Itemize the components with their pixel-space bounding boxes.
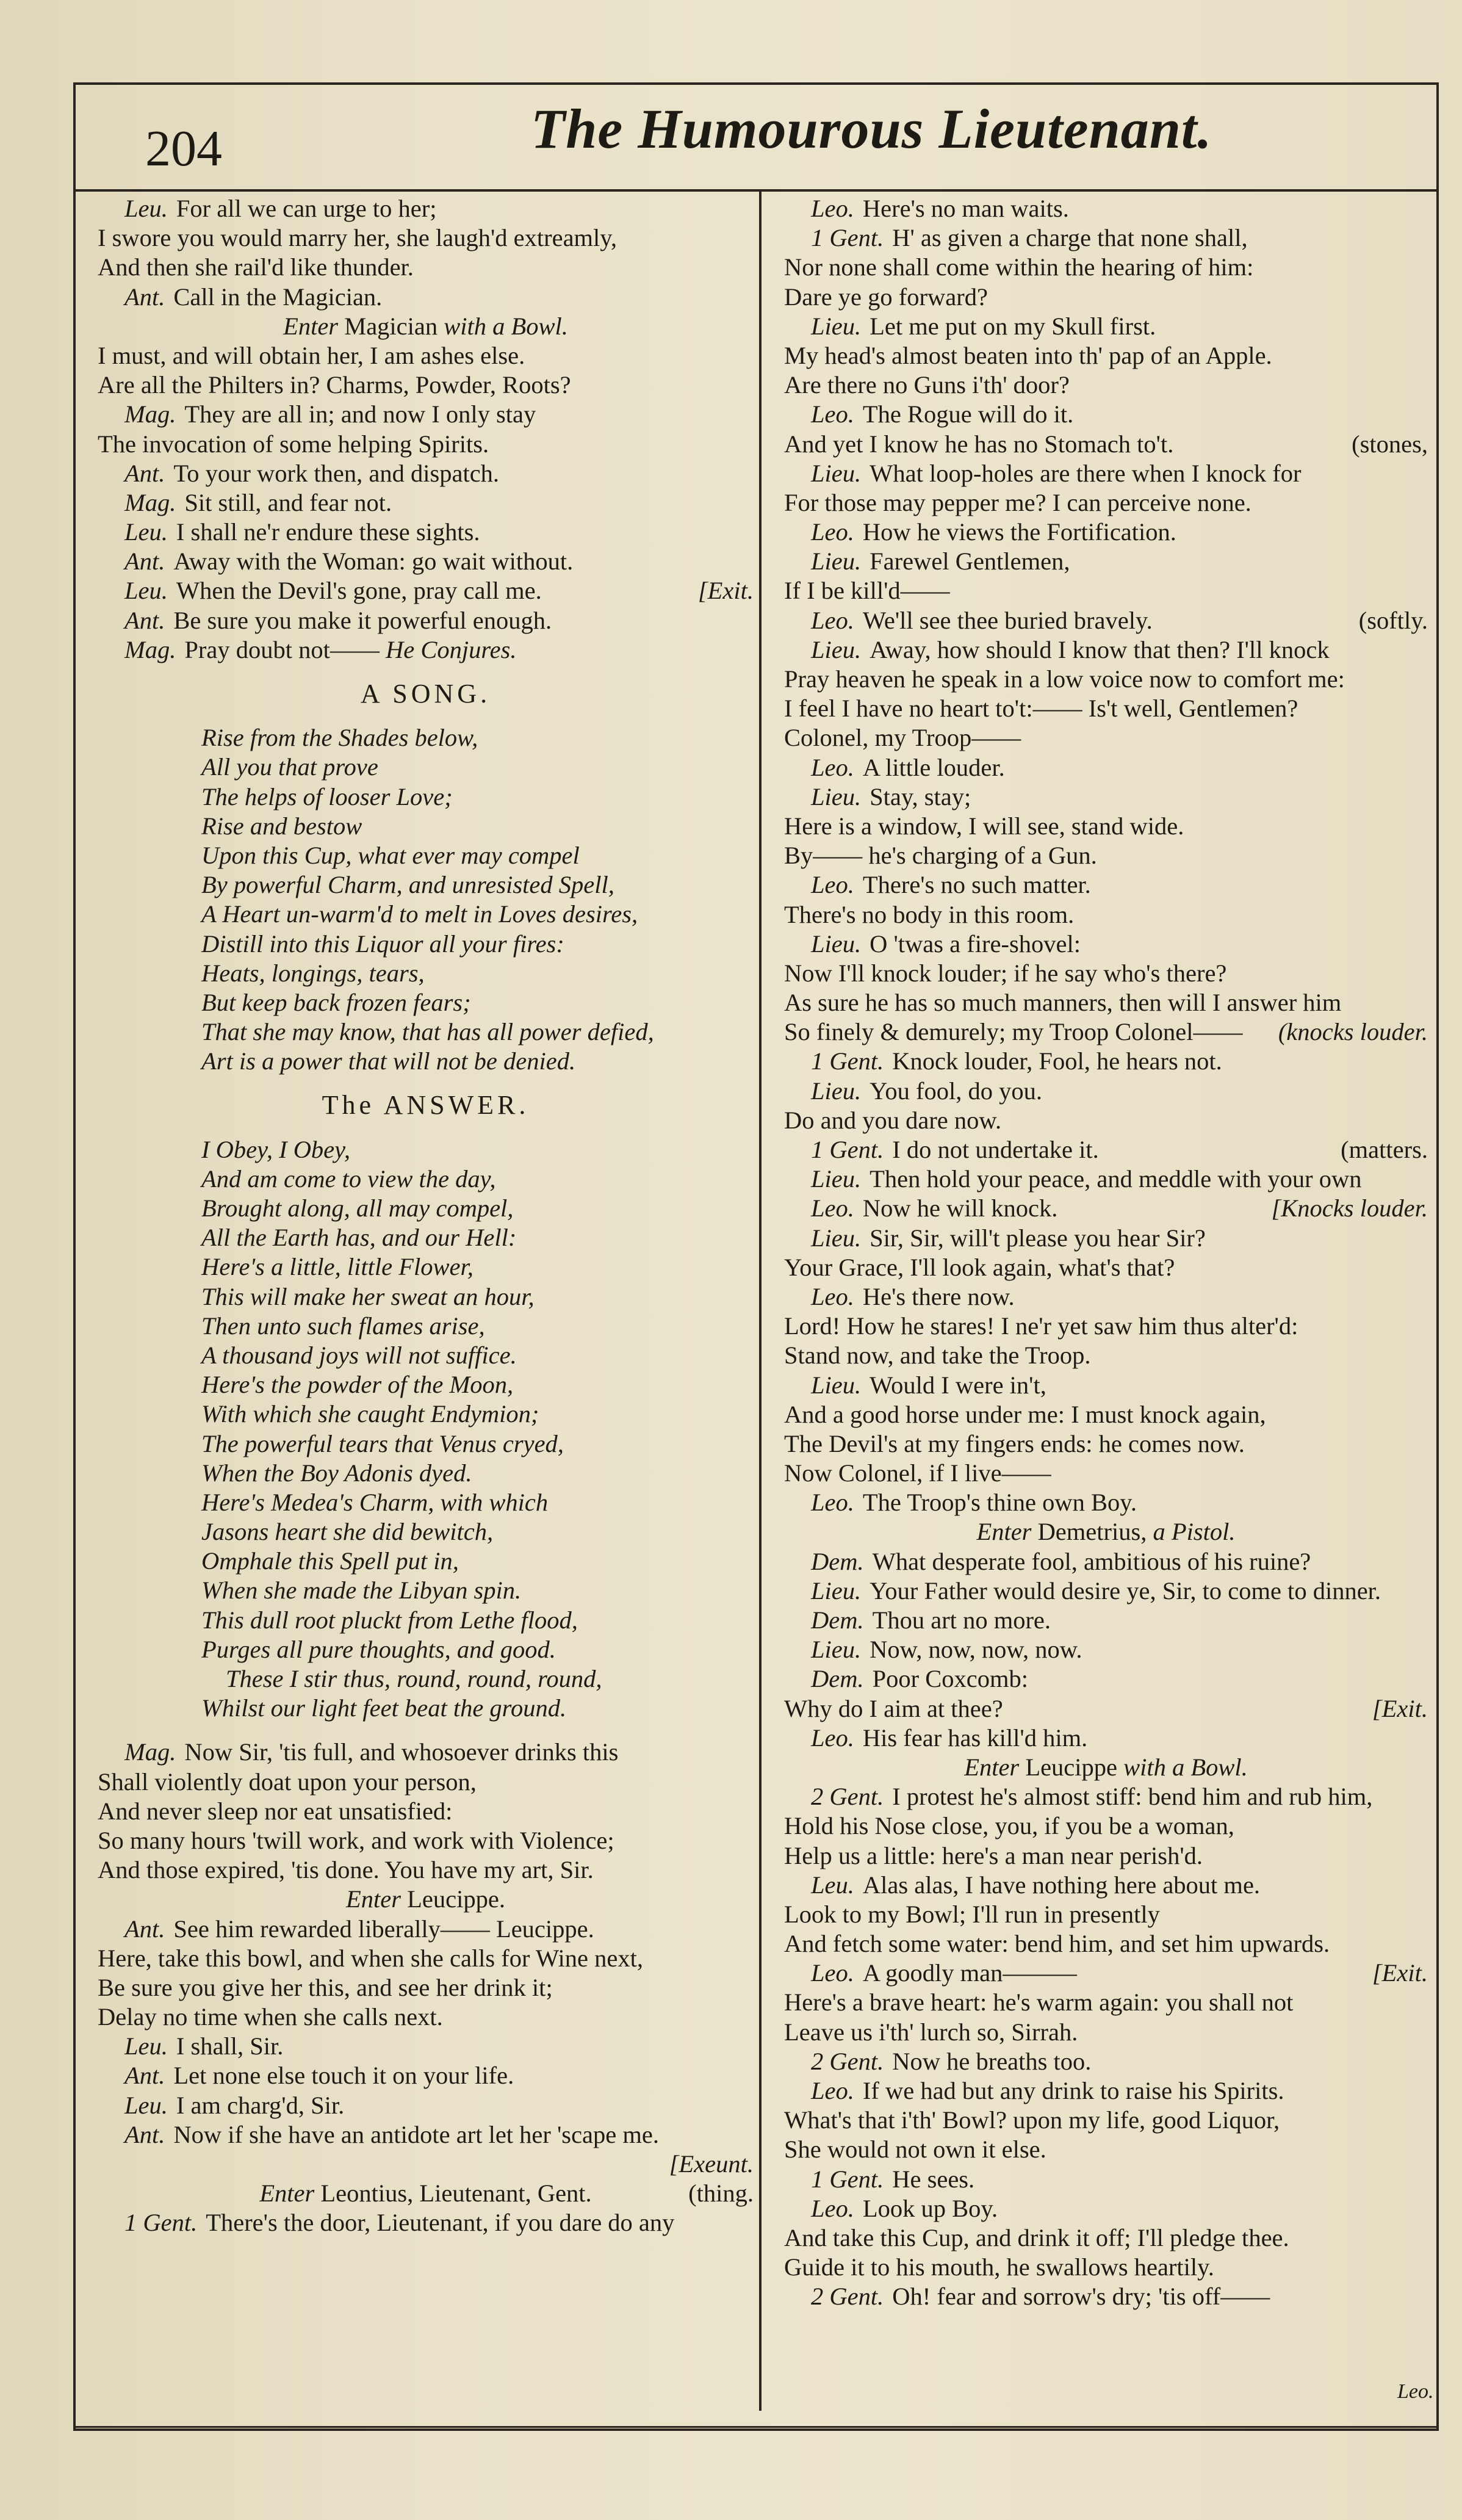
footer-rule: [73, 2426, 1436, 2428]
line-text: a Pistol.: [1153, 1518, 1236, 1546]
line-text: Farewel Gentlemen,: [870, 547, 1070, 576]
text-line: [784, 1606, 1428, 1635]
line-text: Why do I aim at thee?: [784, 1694, 1003, 1722]
line-text: Demetrius,: [1037, 1518, 1147, 1546]
line-text: (knocks louder.: [1278, 1018, 1428, 1046]
text-line: [784, 2165, 1428, 2194]
text-line: And then she rail'd like thunder.: [98, 253, 414, 281]
speaker-name: Leo.: [811, 1282, 854, 1310]
text-line: [784, 1077, 1428, 1106]
text-line: [784, 312, 1428, 341]
stage-direction: [98, 312, 754, 341]
verse-line: All you that prove: [201, 753, 378, 781]
text-line: Colonel, my Troop——: [784, 724, 1021, 752]
speaker-name: Leu.: [811, 1871, 854, 1899]
text-line: [98, 2032, 754, 2061]
line-text: Enter: [964, 1753, 1020, 1781]
text-line: [98, 2150, 754, 2179]
text-line: Leave us i'th' lurch so, Sirrah.: [784, 2018, 1078, 2046]
speaker-name: Dem.: [811, 1665, 864, 1693]
speaker-name: Lieu.: [811, 1636, 862, 1664]
line-text: Enter: [283, 312, 339, 340]
line-text: He sees.: [892, 2165, 975, 2193]
text-line: [784, 1282, 1428, 1312]
text-line: My head's almost beaten into th' pap of an Apple.: [784, 341, 1272, 369]
text-line: [98, 518, 754, 547]
text-line: [784, 2282, 1428, 2311]
verse-line: Rise from the Shades below,: [201, 724, 478, 752]
text-line: I feel I have no heart to't:—— Is't well, Gentlemen?: [784, 695, 1298, 723]
text-line: [784, 2194, 1428, 2223]
verse-line: That she may know, that has all power defied,: [201, 1018, 654, 1046]
line-text: Stay, stay;: [870, 782, 971, 811]
line-text: with a Bowl.: [444, 312, 568, 340]
text-line: [784, 870, 1428, 900]
line-text: I do not undertake it.: [892, 1136, 1099, 1163]
line-text: What loop-holes are there when I knock for: [870, 459, 1302, 487]
verse-line: I Obey, I Obey,: [201, 1135, 351, 1163]
line-text: Here's no man waits.: [862, 195, 1069, 222]
line-text: Look up Boy.: [862, 2194, 998, 2222]
speaker-name: Ant.: [124, 283, 165, 311]
line-text: Sit still, and fear not.: [184, 488, 392, 516]
text-line: Here is a window, I will see, stand wide.: [784, 812, 1184, 840]
line-text: He's there now.: [862, 1282, 1015, 1310]
speaker-name: Lieu.: [811, 459, 862, 487]
line-text: Magician: [344, 312, 438, 340]
line-text: The Rogue will do it.: [862, 400, 1074, 428]
line-text: So finely & demurely; my Troop Colonel——: [784, 1018, 1243, 1046]
text-line: [784, 1164, 1428, 1194]
exit-direction: [Exeunt.: [669, 2150, 754, 2178]
line-text: A little louder.: [862, 753, 1005, 781]
text-line: Your Grace, I'll look again, what's that?: [784, 1253, 1175, 1281]
speaker-name: Leo.: [811, 753, 854, 781]
verse-line: The helps of looser Love;: [201, 782, 453, 811]
text-line: [784, 1135, 1428, 1164]
verse-line: Omphale this Spell put in,: [201, 1547, 459, 1575]
text-line: The invocation of some helping Spirits.: [98, 430, 489, 458]
speaker-name: Lieu.: [811, 312, 862, 340]
line-text: I am charg'd, Sir.: [176, 2091, 345, 2119]
line-text: Oh! fear and sorrow's dry; 'tis off——: [892, 2283, 1270, 2311]
text-line: Pray heaven he speak in a low voice now to comfort me:: [784, 665, 1345, 693]
speaker-name: Leo.: [811, 1724, 854, 1752]
line-text: (softly.: [1358, 606, 1428, 634]
speaker-name: 1 Gent.: [811, 1047, 884, 1075]
text-line: [784, 782, 1428, 812]
text-line: Dare ye go forward?: [784, 283, 988, 311]
line-text: If we had but any drink to raise his Spirits.: [862, 2077, 1284, 2104]
text-line: There's no body in this room.: [784, 900, 1075, 928]
text-line: [784, 1782, 1428, 1811]
text-line: And fetch some water: bend him, and set him upwards.: [784, 1930, 1330, 1958]
text-line: Here, take this bowl, and when she calls for Wine next,: [98, 1944, 643, 1972]
line-text: (stones,: [1352, 430, 1428, 458]
speaker-name: Leu.: [124, 195, 168, 222]
verse-line: A Heart un-warm'd to melt in Loves desires,: [201, 900, 638, 928]
text-line: [98, 2061, 754, 2090]
verse-line: Purges all pure thoughts, and good.: [201, 1635, 556, 1663]
line-text: Your Father would desire ye, Sir, to come to dinner.: [870, 1576, 1381, 1605]
speaker-name: Lieu.: [811, 1576, 862, 1605]
text-line: For those may pepper me? I can perceive none.: [784, 488, 1251, 516]
text-line: I swore you would marry her, she laugh'd extreamly,: [98, 224, 618, 252]
text-line: Guide it to his mouth, he swallows heartily.: [784, 2253, 1214, 2281]
text-line: [784, 518, 1428, 547]
speaker-name: Lieu.: [811, 547, 862, 576]
text-line: [784, 1488, 1428, 1517]
speaker-name: Leo.: [811, 871, 854, 899]
speaker-name: 2 Gent.: [811, 2283, 884, 2311]
verse-line: Whilst our light feet beat the ground.: [201, 1694, 567, 1722]
text-line: And never sleep nor eat unsatisfied:: [98, 1797, 453, 1825]
verse-line: Then unto such flames arise,: [201, 1312, 485, 1340]
speaker-name: Leo.: [811, 1489, 854, 1517]
speaker-name: Dem.: [811, 1547, 864, 1575]
text-line: And take this Cup, and drink it off; I'll pledge thee.: [784, 2223, 1289, 2251]
verse-line: Here's a little, little Flower,: [201, 1253, 474, 1281]
catchword: Leo.: [1397, 2380, 1434, 2403]
text-line: [784, 1224, 1428, 1253]
text-line: [784, 1724, 1428, 1753]
speaker-name: Leo.: [811, 518, 854, 546]
running-title: The Humourous Lieutenant.: [531, 98, 1212, 160]
verse-line: A thousand joys will not suffice.: [201, 1341, 517, 1369]
speaker-name: Lieu.: [811, 1224, 862, 1252]
speaker-name: 1 Gent.: [124, 2209, 198, 2237]
speaker-name: Lieu.: [811, 1077, 862, 1105]
line-text: Leontius, Lieutenant, Gent.: [320, 2179, 592, 2208]
line-text: I protest he's almost stiff: bend him and rub him,: [892, 1783, 1373, 1811]
verse-line: Here's the powder of the Moon,: [201, 1371, 514, 1399]
speaker-name: Ant.: [124, 547, 165, 576]
text-line: She would not own it else.: [784, 2136, 1046, 2164]
text-line: [784, 430, 1428, 459]
line-text: I shall, Sir.: [176, 2032, 284, 2060]
speaker-name: Mag.: [124, 1738, 176, 1766]
verse-line: Brought along, all may compel,: [201, 1194, 514, 1222]
right-column: [784, 194, 1428, 2312]
verse-line: Jasons heart she did bewitch,: [201, 1518, 494, 1546]
speaker-name: Leo.: [811, 1959, 854, 1987]
text-line: So many hours 'twill work, and work with Violence;: [98, 1826, 614, 1854]
verse-line: These I stir thus, round, round, round,: [226, 1665, 602, 1692]
line-text: Would I were in't,: [870, 1371, 1046, 1399]
text-line: [784, 459, 1428, 488]
line-text: How he views the Fortification.: [862, 518, 1176, 546]
speaker-name: Leo.: [811, 606, 854, 634]
line-text: Now, now, now, now.: [870, 1636, 1082, 1664]
line-text: His fear has kill'd him.: [862, 1724, 1088, 1752]
verse-line: All the Earth has, and our Hell:: [201, 1224, 517, 1252]
line-text: And yet I know he has no Stomach to't.: [784, 430, 1174, 458]
line-text: See him rewarded liberally—— Leucippe.: [173, 1915, 594, 1943]
line-text: I shall ne'r endure these sights.: [176, 518, 480, 546]
line-text: (matters.: [1341, 1136, 1428, 1163]
text-line: Delay no time when she calls next.: [98, 2003, 443, 2031]
text-line: [784, 1576, 1428, 1606]
line-text: Pray doubt not——: [184, 635, 380, 663]
text-line: [98, 283, 754, 312]
verse-line: The powerful tears that Venus cryed,: [201, 1429, 564, 1457]
text-line: [784, 2047, 1428, 2076]
spacer: [98, 1121, 754, 1135]
text-line: Nor none shall come within the hearing of him:: [784, 253, 1254, 281]
speaker-name: Ant.: [124, 1915, 165, 1943]
speaker-name: Mag.: [124, 400, 176, 428]
line-text: Enter: [976, 1518, 1032, 1546]
exit-direction: [Exit.: [697, 577, 754, 605]
verse-line: Art is a power that will not be denied.: [201, 1047, 576, 1075]
text-line: [98, 606, 754, 635]
line-text: Thou art no more.: [872, 1606, 1051, 1634]
verse-line: This will make her sweat an hour,: [201, 1282, 535, 1310]
text-line: [98, 400, 754, 429]
text-line: And a good horse under me: I must knock again,: [784, 1400, 1266, 1428]
line-text: You fool, do you.: [870, 1077, 1042, 1105]
line-text: For all we can urge to her;: [176, 195, 437, 222]
text-line: And those expired, 'tis done. You have my art, Sir.: [98, 1856, 594, 1884]
song-heading: A SONG.: [360, 679, 491, 709]
verse-line: When she made the Libyan spin.: [201, 1576, 522, 1605]
line-text: Away, how should I know that then? I'll knock: [870, 635, 1330, 663]
line-text: Alas alas, I have nothing here about me.: [862, 1871, 1261, 1899]
verse-line: By powerful Charm, and unresisted Spell,: [201, 871, 614, 899]
spacer: [98, 709, 754, 723]
text-line: [784, 1194, 1428, 1223]
text-line: [784, 223, 1428, 253]
speaker-name: Leu.: [124, 577, 168, 605]
text-line: [98, 1915, 754, 1944]
speaker-name: Lieu.: [811, 635, 862, 663]
text-line: As sure he has so much manners, then will I answer him: [784, 989, 1342, 1017]
text-line: [784, 1547, 1428, 1576]
verse-line: And am come to view the day,: [201, 1164, 496, 1193]
speaker-name: Ant.: [124, 2120, 165, 2148]
text-line: [784, 606, 1428, 635]
text-line: [98, 547, 754, 576]
line-text: [Exit.: [1372, 1959, 1428, 1987]
text-line: Now I'll knock louder; if he say who's there?: [784, 959, 1227, 987]
line-text: Enter: [346, 1885, 402, 1913]
text-line: [98, 2120, 754, 2150]
text-line: What's that i'th' Bowl? upon my life, good Liquor,: [784, 2106, 1280, 2134]
text-line: [98, 459, 754, 488]
verse-line: But keep back frozen fears;: [201, 988, 471, 1016]
text-line: [784, 1959, 1428, 1988]
line-text: Now Sir, 'tis full, and whosoever drinks this: [184, 1738, 619, 1766]
text-line: The Devil's at my fingers ends: he comes now.: [784, 1429, 1245, 1457]
text-line: Shall violently doat upon your person,: [98, 1767, 477, 1796]
text-line: [98, 2091, 754, 2120]
text-line: Do and you dare now.: [784, 1106, 1002, 1134]
text-line: Be sure you give her this, and see her drink it;: [98, 1973, 553, 2001]
line-text: He Conjures.: [386, 635, 517, 663]
speaker-name: Dem.: [811, 1606, 864, 1634]
line-text: A goodly man———: [862, 1959, 1077, 1987]
line-text: Poor Coxcomb:: [872, 1665, 1028, 1693]
line-text: Call in the Magician.: [173, 283, 383, 311]
line-text: We'll see thee buried bravely.: [862, 606, 1153, 634]
line-text: There's no such matter.: [862, 871, 1091, 899]
text-line: [784, 194, 1428, 223]
line-text: Knock louder, Fool, he hears not.: [892, 1047, 1222, 1075]
speaker-name: Ant.: [124, 606, 165, 634]
line-text: Leucippe.: [407, 1885, 505, 1913]
text-line: Here's a brave heart: he's warm again: you shall not: [784, 1988, 1294, 2016]
line-text: (thing.: [688, 2179, 754, 2208]
spacer: [98, 1076, 754, 1091]
verse-line: Upon this Cup, what ever may compel: [201, 841, 580, 869]
speaker-name: 1 Gent.: [811, 2165, 884, 2193]
text-line: [784, 635, 1428, 665]
text-line: [784, 1694, 1428, 1724]
speaker-name: Leo.: [811, 2077, 854, 2104]
speaker-name: Ant.: [124, 2062, 165, 2090]
speaker-name: Leo.: [811, 2194, 854, 2222]
text-line: [784, 1047, 1428, 1076]
line-text: O 'twas a fire-shovel:: [870, 930, 1081, 958]
speaker-name: Lieu.: [811, 1165, 862, 1193]
text-line: Look to my Bowl; I'll run in presently: [784, 1900, 1160, 1928]
line-text: Be sure you make it powerful enough.: [173, 606, 552, 634]
text-line: Help us a little: here's a man near perish'd.: [784, 1841, 1203, 1869]
header-rule: [73, 189, 1436, 192]
line-text: The Troop's thine own Boy.: [862, 1489, 1137, 1517]
text-line: [784, 1635, 1428, 1664]
text-line: [98, 2208, 754, 2237]
page-number: 204: [145, 120, 222, 177]
line-text: [Exit.: [1372, 1694, 1428, 1722]
verse-line: This dull root pluckt from Lethe flood,: [201, 1606, 578, 1634]
line-text: To your work then, and dispatch.: [173, 459, 500, 487]
line-text: Let me put on my Skull first.: [870, 312, 1156, 340]
speaker-name: Leu.: [124, 518, 168, 546]
line-text: [Knocks louder.: [1271, 1194, 1428, 1222]
stage-direction: [98, 1885, 754, 1914]
text-line: Lord! How he stares! I ne'r yet saw him thus alter'd:: [784, 1312, 1298, 1340]
text-line: Are there no Guns i'th' door?: [784, 371, 1070, 399]
speaker-name: Leo.: [811, 195, 854, 222]
speaker-name: 2 Gent.: [811, 1783, 884, 1811]
text-line: [784, 400, 1428, 429]
line-text: Then hold your peace, and meddle with your own: [870, 1165, 1362, 1193]
speaker-name: Ant.: [124, 459, 165, 487]
stage-direction: [784, 1753, 1428, 1782]
line-text: There's the door, Lieutenant, if you dare do any: [206, 2209, 675, 2237]
speaker-name: Leo.: [811, 400, 854, 428]
speaker-name: 1 Gent.: [811, 1136, 884, 1163]
line-text: H' as given a charge that none shall,: [892, 224, 1248, 252]
answer-heading: The ANSWER.: [322, 1090, 530, 1121]
line-text: What desperate fool, ambitious of his ruine?: [872, 1547, 1311, 1575]
speaker-name: 2 Gent.: [811, 2047, 884, 2075]
column-divider: [759, 189, 762, 2411]
line-text: Now he will knock.: [862, 1194, 1058, 1222]
line-text: Sir, Sir, will't please you hear Sir?: [870, 1224, 1206, 1252]
text-line: [98, 194, 754, 223]
speaker-name: Mag.: [124, 635, 176, 663]
line-text: Enter: [259, 2179, 315, 2208]
speaker-name: Leu.: [124, 2032, 168, 2060]
text-line: [784, 753, 1428, 782]
speaker-name: Leo.: [811, 1194, 854, 1222]
line-text: Now he breaths too.: [892, 2047, 1092, 2075]
stage-direction: [98, 2179, 754, 2208]
verse-line: Distill into this Liquor all your fires:: [201, 930, 564, 958]
verse-line: Here's Medea's Charm, with which: [201, 1488, 549, 1516]
speaker-name: Lieu.: [811, 1371, 862, 1399]
text-line: Hold his Nose close, you, if you be a woman,: [784, 1812, 1234, 1840]
text-line: I must, and will obtain her, I am ashes else.: [98, 341, 525, 369]
text-line: [784, 930, 1428, 959]
text-line: If I be kill'd——: [784, 577, 950, 605]
speaker-name: Mag.: [124, 488, 176, 516]
line-text: Away with the Woman: go wait without.: [173, 547, 574, 576]
text-line: [784, 1017, 1428, 1047]
line-text: They are all in; and now I only stay: [184, 400, 536, 428]
stage-direction: [784, 1517, 1428, 1547]
text-line: [98, 576, 754, 605]
text-line: [784, 547, 1428, 576]
text-line: Now Colonel, if I live——: [784, 1459, 1051, 1487]
text-line: [784, 1871, 1428, 1900]
line-text: When the Devil's gone, pray call me.: [176, 577, 542, 605]
text-line: [784, 2076, 1428, 2106]
verse-line: Rise and bestow: [201, 812, 362, 840]
spacer: [98, 665, 754, 679]
left-column: [98, 194, 754, 2238]
text-line: [98, 488, 754, 518]
line-text: Leucippe: [1025, 1753, 1117, 1781]
spacer: [98, 1723, 754, 1738]
speaker-name: Lieu.: [811, 930, 862, 958]
line-text: Now if she have an antidote art let her 'scape me.: [173, 2120, 659, 2148]
line-text: Let none else touch it on your life.: [173, 2062, 514, 2090]
speaker-name: Lieu.: [811, 782, 862, 811]
verse-line: Heats, longings, tears,: [201, 959, 425, 987]
speaker-name: Leu.: [124, 2091, 168, 2119]
text-line: Are all the Philters in? Charms, Powder, Roots?: [98, 371, 571, 399]
verse-line: With which she caught Endymion;: [201, 1400, 539, 1428]
speaker-name: 1 Gent.: [811, 224, 884, 252]
text-line: [784, 1664, 1428, 1694]
text-line: [784, 1371, 1428, 1400]
text-line: [98, 1738, 754, 1767]
verse-line: When the Boy Adonis dyed.: [201, 1459, 472, 1487]
text-line: By—— he's charging of a Gun.: [784, 842, 1097, 870]
text-line: [98, 635, 754, 665]
line-text: with a Bowl.: [1123, 1753, 1248, 1781]
text-line: Stand now, and take the Troop.: [784, 1341, 1091, 1370]
